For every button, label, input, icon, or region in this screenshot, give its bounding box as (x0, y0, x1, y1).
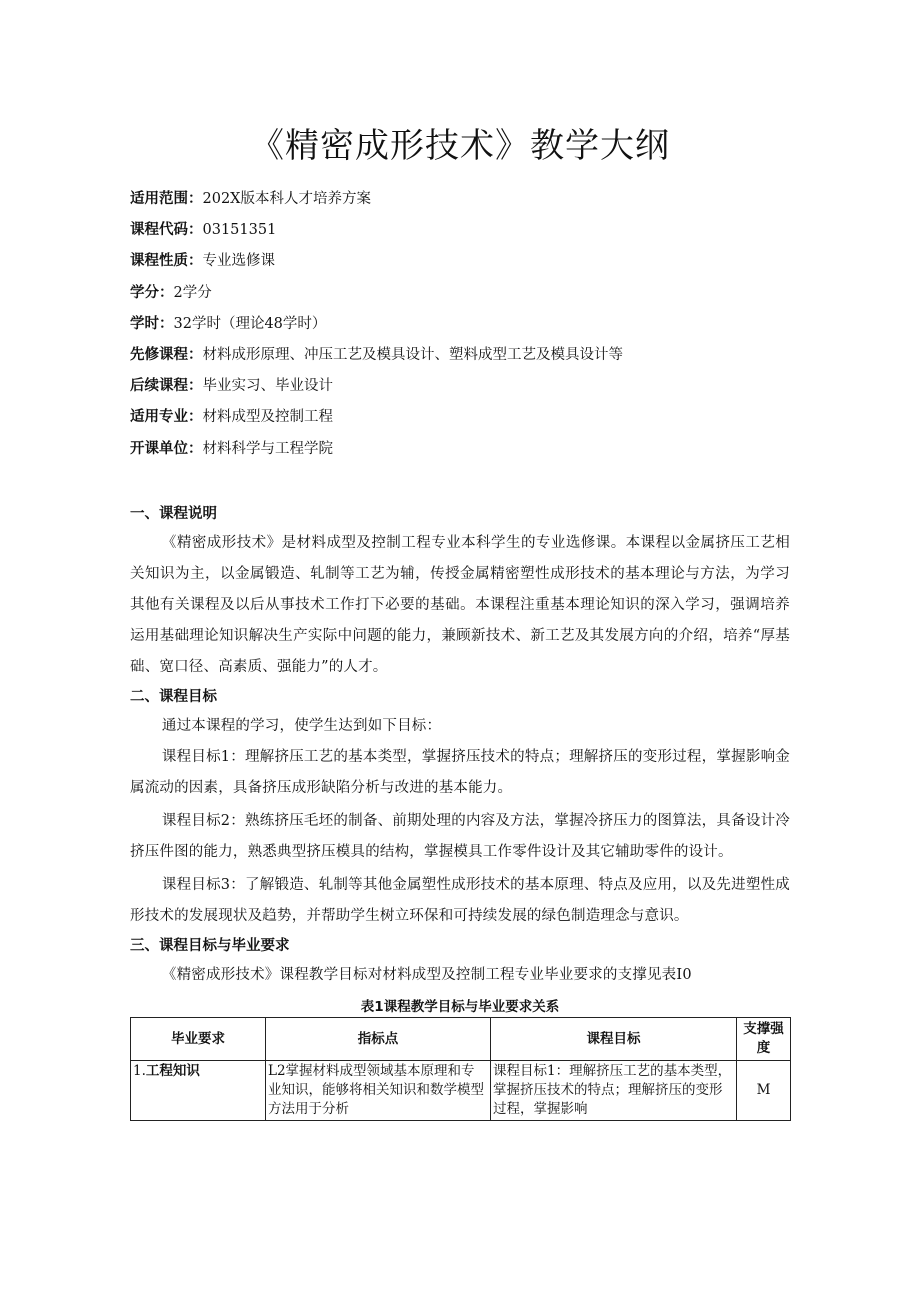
document-title: 《精密成形技术》教学大纲 (250, 126, 670, 166)
info-unit: 开课单位：材料科学与工程学院 (130, 440, 333, 457)
info-followup: 后续课程：毕业实习、毕业设计 (130, 378, 333, 395)
section-1-paragraph: 《精密成形技术》是材料成型及控制工程专业本科学生的专业选修课。本课程以金属挤压工艺相关知识为主，以金属锻造、轧制等工艺为辅，传授金属精密塑性成形技术的基本理论与方法，为学习其他有关课程及以后从事技术工作打下必要的基础。本课程注重基本理论知识的深入学习，强调培养运用基础理论知识解决生产实际中问题的能力，兼顾新技术、新工艺及其发展方向的介绍，培养“厚基础、宽口径、高素质、强能力”的人才。 (130, 535, 790, 675)
info-scope: 适用范围：202X版本科人才培养方案 (130, 191, 371, 207)
course-info (130, 186, 810, 467)
header-requirement: 毕业要求 (131, 1018, 266, 1061)
cell-indicator: L2掌握材料成型领域基本原理和专业知识，能够将相关知识和数学模型方法用于分析 (266, 1061, 491, 1121)
header-goal: 课程目标 (491, 1018, 737, 1061)
header-indicator: 指标点 (266, 1018, 491, 1061)
table-row (131, 1061, 791, 1121)
header-strength: 支撑强度 (737, 1018, 791, 1061)
cell-strength: M (737, 1061, 791, 1121)
section-heading-1: 一、课程说明 (130, 506, 217, 522)
document-body (130, 500, 790, 1121)
info-hours: 学时：32学时（理论48学时） (130, 315, 327, 332)
cell-goal: 课程目标1：理解挤压工艺的基本类型，掌握挤压技术的特点；理解挤压的变形过程，掌握影响 (491, 1061, 737, 1121)
table-header-row (131, 1018, 791, 1061)
goal-3-paragraph: 课程目标3：了解锻造、轧制等其他金属塑性成形技术的基本原理、特点及应用，以及先进塑性成形技术的发展现状及趋势，并帮助学生树立环保和可持续发展的绿色制造理念与意识。 (130, 877, 790, 924)
goal-2-paragraph: 课程目标2：熟练挤压毛坯的制备、前期处理的内容及方法，掌握冷挤压力的图算法，具备设计冷挤压件图的能力，熟悉典型挤压模具的结构，掌握模具工作零件设计及其它辅助零件的设计。 (130, 813, 790, 860)
section-3-paragraph: 《精密成形技术》课程教学目标对材料成型及控制工程专业毕业要求的支撑见表I0 (161, 967, 692, 983)
info-prereq: 先修课程：材料成形原理、冲压工艺及模具设计、塑料成型工艺及模具设计等 (130, 346, 623, 363)
section-2-intro: 通过本课程的学习，使学生达到如下目标： (161, 718, 442, 734)
info-credit: 学分：2学分 (130, 284, 212, 301)
cell-requirement: 1.工程知识 (131, 1061, 266, 1121)
goal-1-paragraph: 课程目标1：理解挤压工艺的基本类型，掌握挤压技术的特点；理解挤压的变形过程，掌握影响金属流动的因素，具备挤压成形缺陷分析与改进的基本能力。 (130, 749, 790, 796)
section-heading-2: 二、课程目标 (130, 689, 217, 705)
info-code: 课程代码：03151351 (130, 222, 277, 239)
table-caption: 表1课程教学目标与毕业要求关系 (360, 999, 560, 1015)
info-major: 适用专业：材料成型及控制工程 (130, 409, 333, 426)
section-heading-3: 三、课程目标与毕业要求 (130, 938, 290, 954)
requirements-table (130, 1017, 791, 1121)
info-type: 课程性质：专业选修课 (130, 253, 275, 270)
